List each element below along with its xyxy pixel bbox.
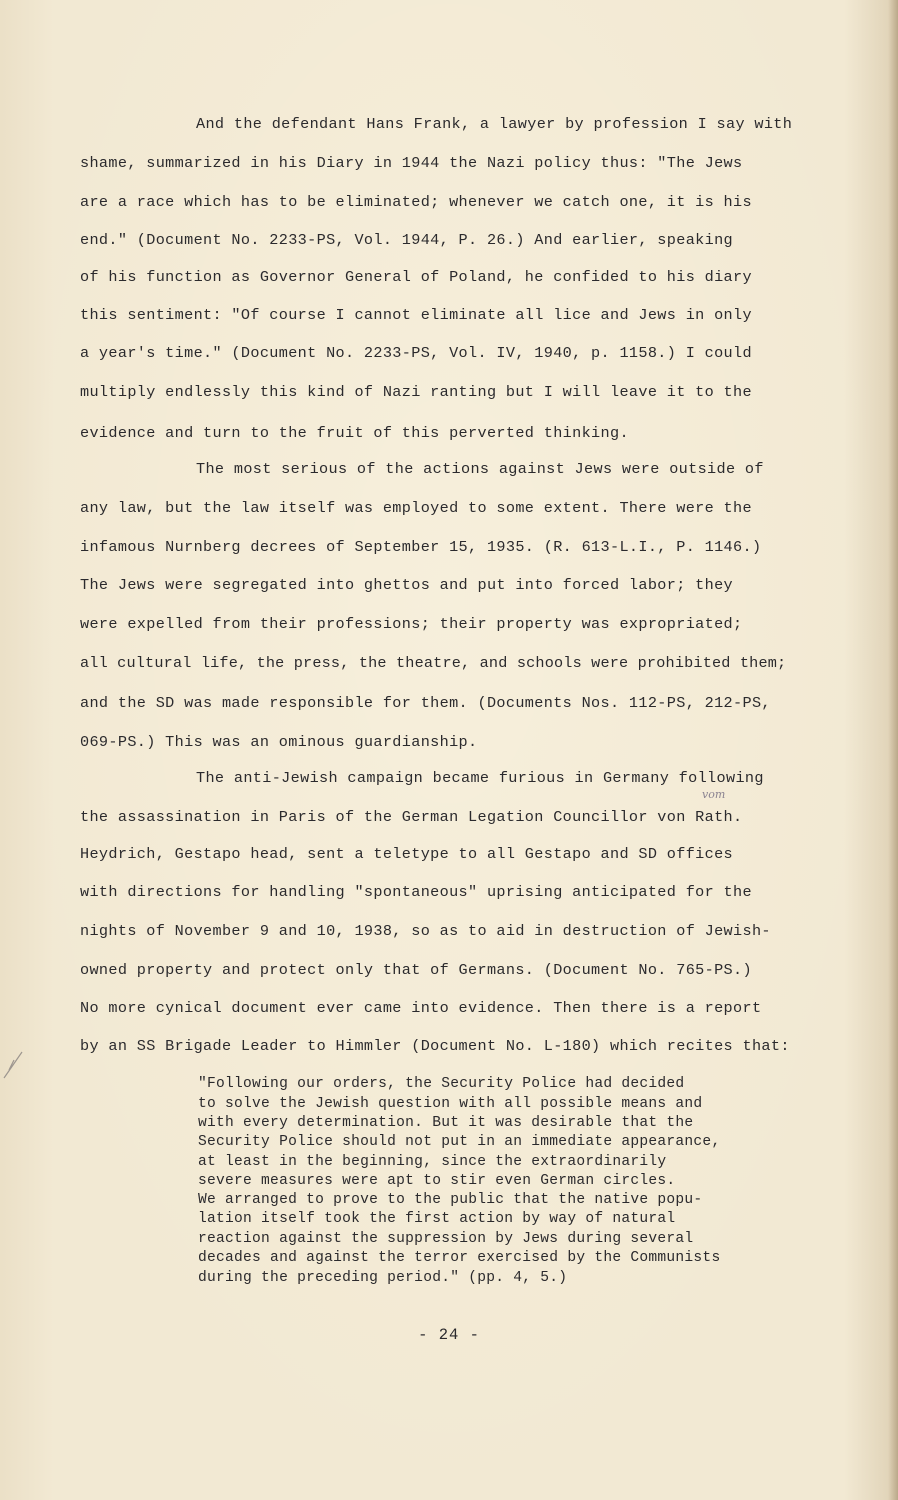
text-line: The most serious of the actions against Jews were outside of [196,460,764,478]
text-line: end." (Document No. 2233-PS, Vol. 1944, P. 26.) And earlier, speaking [80,231,734,249]
text-line: are a race which has to be eliminated; whenever we catch one, it is his [80,193,752,211]
text-line: any law, but the law itself was employed to some extent. There were the [80,499,752,517]
text-line: were expelled from their professions; their property was expropriated; [80,615,743,633]
quote-line: reaction against the suppression by Jews during several [198,1231,694,1247]
handwritten-annotation: vom [702,788,726,801]
text-line: by an SS Brigade Leader to Himmler (Document No. L-180) which recites that: [80,1037,790,1055]
margin-pencil-mark [0,1030,40,1080]
text-line: owned property and protect only that of Germans. (Document No. 765-PS.) [80,961,752,979]
quote-line: to solve the Jewish question with all possible means and [198,1096,703,1112]
text-line: infamous Nurnberg decrees of September 15, 1935. (R. 613-L.I., P. 1146.) [80,538,762,556]
text-line: evidence and turn to the fruit of this perverted thinking. [80,424,629,442]
quote-line: lation itself took the first action by way of natural [198,1211,676,1227]
paper-edge-shadow [888,0,898,1500]
quote-line: at least in the beginning, since the extraordinarily [198,1154,667,1170]
text-line: a year's time." (Document No. 2233-PS, Vol. IV, 1940, p. 1158.) I could [80,344,752,362]
quote-line: Security Police should not put in an immediate appearance, [198,1134,721,1150]
quote-line: during the preceding period." (pp. 4, 5.) [198,1270,568,1286]
quote-line: severe measures were apt to stir even German circles. [198,1173,676,1189]
text-line: The Jews were segregated into ghettos and put into forced labor; they [80,576,734,594]
text-line: nights of November 9 and 10, 1938, so as to aid in destruction of Jewish- [80,922,771,940]
text-line: of his function as Governor General of Poland, he confided to his diary [80,268,752,286]
quote-line: We arranged to prove to the public that the native popu- [198,1192,703,1208]
text-line: No more cynical document ever came into evidence. Then there is a report [80,999,762,1017]
page-number: - 24 - [418,1326,480,1344]
text-line: And the defendant Hans Frank, a lawyer by profession I say with [196,115,793,133]
text-line: with directions for handling "spontaneous" uprising anticipated for the [80,883,752,901]
text-line: shame, summarized in his Diary in 1944 the Nazi policy thus: "The Jews [80,154,743,172]
text-line: all cultural life, the press, the theatre, and schools were prohibited them; [80,654,787,672]
text-line: multiply endlessly this kind of Nazi ranting but I will leave it to the [80,383,752,401]
quote-line: decades and against the terror exercised by the Communists [198,1250,721,1266]
text-line: Heydrich, Gestapo head, sent a teletype to all Gestapo and SD offices [80,845,734,863]
text-line: this sentiment: "Of course I cannot eliminate all lice and Jews in only [80,306,752,324]
text-line: 069-PS.) This was an ominous guardianship. [80,733,478,751]
quote-line: "Following our orders, the Security Police had decided [198,1076,685,1092]
text-line: The anti-Jewish campaign became furious in Germany following [196,769,764,787]
quote-line: with every determination. But it was desirable that the [198,1115,694,1131]
text-line: and the SD was made responsible for them. (Documents Nos. 112-PS, 212-PS, [80,694,771,712]
text-line: the assassination in Paris of the German Legation Councillor von Rath. [80,808,743,826]
